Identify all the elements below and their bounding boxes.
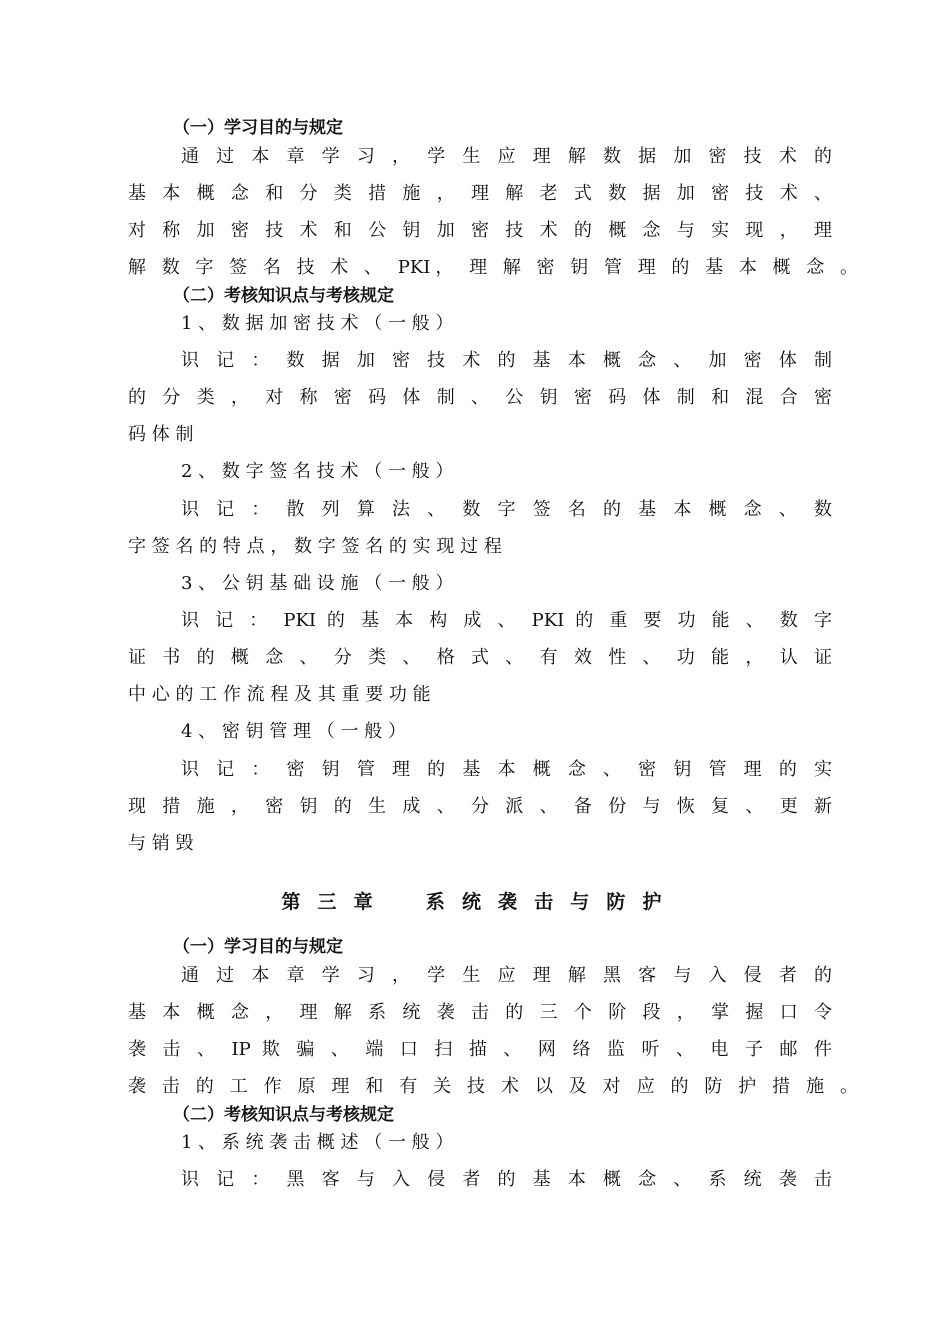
item-line: 字 签 名 的 特 点 ， 数 字 签 名 的 实 现 过 程 xyxy=(128,536,502,557)
goal-paragraph-line-3: 袭 击 、 IP 欺 骗 、 端 口 扫 描 、 网 络 监 听 、 电 子 邮 件 xyxy=(128,1039,832,1060)
section-goal-heading: （一）学习目的与规定 xyxy=(173,118,343,138)
item-line: 识 记 ： 数 据 加 密 技 术 的 基 本 概 念 、 加 密 体 制 xyxy=(181,350,832,371)
item-line: 中 心 的 工 作 流 程 及 其 重 要 功 能 xyxy=(128,684,431,705)
item-line: 现 措 施 ， 密 钥 的 生 成 、 分 派 、 备 份 与 恢 复 、 更 新 xyxy=(128,796,832,817)
item-title: 3 、 公 钥 基 础 设 施 （ 一 般 ） xyxy=(181,573,454,594)
item-line: 码 体 制 xyxy=(128,424,194,445)
exam-heading: （二）考核知识点与考核规定 xyxy=(173,1105,394,1125)
item-line: 证 书 的 概 念 、 分 类 、 格 式 、 有 效 性 、 功 能 ， 认 证 xyxy=(128,647,832,668)
goal-paragraph-line-1: 通 过 本 章 学 习 ， 学 生 应 理 解 黑 客 与 入 侵 者 的 xyxy=(181,965,832,986)
exam-heading: （二）考核知识点与考核规定 xyxy=(173,286,394,306)
goal-paragraph-line-2: 基 本 概 念 和 分 类 措 施 ， 理 解 老 式 数 据 加 密 技 术 、 xyxy=(128,183,832,204)
goal-paragraph-line-4: 袭 击 的 工 作 原 理 和 有 关 技 术 以 及 对 应 的 防 护 措 施 。 xyxy=(128,1076,858,1097)
item-line: 识 记 ： 密 钥 管 理 的 基 本 概 念 、 密 钥 管 理 的 实 xyxy=(181,759,832,780)
chapter-title: 第三章 系统袭击与防护 xyxy=(281,891,679,913)
goal-paragraph-line-3: 对 称 加 密 技 术 和 公 钥 加 密 技 术 的 概 念 与 实 现 ， 理 xyxy=(128,220,832,241)
item-line: 识 记 ： 散 列 算 法 、 数 字 签 名 的 基 本 概 念 、 数 xyxy=(181,499,832,520)
item-title: 1 、 系 统 袭 击 概 述 （ 一 般 ） xyxy=(181,1132,454,1153)
goal-paragraph-line-1: 通 过 本 章 学 习 ， 学 生 应 理 解 数 据 加 密 技 术 的 xyxy=(181,146,832,167)
item-line: 识 记 ： 黑 客 与 入 侵 者 的 基 本 概 念 、 系 统 袭 击 xyxy=(181,1169,832,1190)
item-line: 的 分 类 ， 对 称 密 码 体 制 、 公 钥 密 码 体 制 和 混 合 密 xyxy=(128,387,832,408)
item-title: 4 、 密 钥 管 理 （ 一 般 ） xyxy=(181,721,406,742)
item-line: 与 销 毁 xyxy=(128,833,194,854)
item-title: 2 、 数 字 签 名 技 术 （ 一 般 ） xyxy=(181,461,454,482)
item-line: 识 记 ： PKI 的 基 本 构 成 、 PKI 的 重 要 功 能 、 数 字 xyxy=(181,610,832,631)
goal-paragraph-line-4: 解 数 字 签 名 技 术 、 PKI， 理 解 密 钥 管 理 的 基 本 概 念 。 xyxy=(128,257,858,278)
item-title: 1 、 数 据 加 密 技 术 （ 一 般 ） xyxy=(181,313,454,334)
section-goal-heading: （一）学习目的与规定 xyxy=(173,937,343,957)
goal-paragraph-line-2: 基 本 概 念 ， 理 解 系 统 袭 击 的 三 个 阶 段 ， 掌 握 口 令 xyxy=(128,1002,832,1023)
